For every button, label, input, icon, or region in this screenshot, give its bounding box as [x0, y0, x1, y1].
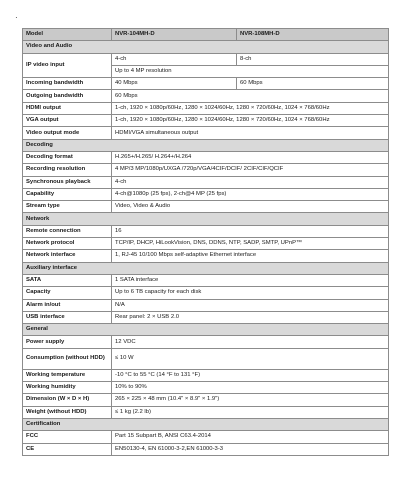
section-decoding: Decoding — [23, 139, 389, 151]
cell-value: 1 SATA interface — [112, 274, 389, 286]
cell-value: TCP/IP, DHCP, HiLookVision, DNS, DDNS, NTP, SADP, SMTP, UPnP™ — [112, 238, 389, 250]
cell-value: Part 15 Subpart B, ANSI C63.4-2014 — [112, 431, 389, 443]
row-label: Network protocol — [23, 238, 112, 250]
table-row — [23, 348, 389, 369]
cell-value: 4 MP/3 MP/1080p/UXGA /720p/VGA/4CIF/DCIF/ 2CIF/CIF/QCIF — [112, 164, 389, 176]
table-row — [23, 78, 389, 90]
section-row — [23, 41, 389, 53]
spec-table — [22, 28, 389, 456]
row-label: USB interface — [23, 311, 112, 323]
row-label: Power supply — [23, 336, 112, 348]
cell-value: 60 Mbps — [237, 78, 389, 90]
table-row — [23, 394, 389, 406]
cell-value: Rear panel: 2 × USB 2.0 — [112, 311, 389, 323]
table-row — [23, 225, 389, 237]
cell-value: 1-ch, 1920 × 1080p/60Hz, 1280 × 1024/60Hz, 1280 × 720/60Hz, 1024 × 768/60Hz — [112, 102, 389, 114]
cell-value: 40 Mbps — [112, 78, 237, 90]
section-row — [23, 139, 389, 151]
cell-value: 8-ch — [237, 53, 389, 65]
row-label: Stream type — [23, 201, 112, 213]
cell-value: ≤ 10 W — [112, 348, 389, 369]
section-network: Network — [23, 213, 389, 225]
row-label: Decoding format — [23, 151, 112, 163]
cell-value: Up to 4 MP resolution — [112, 65, 389, 77]
section-row — [23, 213, 389, 225]
cell-value: -10 °C to 55 °C (14 °F to 131 °F) — [112, 369, 389, 381]
cell-value: 4-ch — [112, 53, 237, 65]
table-row — [23, 250, 389, 262]
cell-value: ≤ 1 kg (2.2 lb) — [112, 406, 389, 418]
bullet-mark: · — [15, 13, 18, 22]
table-row — [23, 176, 389, 188]
row-label: HDMI output — [23, 102, 112, 114]
cell-value: H.265+/H.265/ H.264+/H.264 — [112, 151, 389, 163]
cell-value: Video, Video & Audio — [112, 201, 389, 213]
row-label: Remote connection — [23, 225, 112, 237]
section-row — [23, 418, 389, 430]
row-label: FCC — [23, 431, 112, 443]
row-label: Recording resolution — [23, 164, 112, 176]
table-row — [23, 311, 389, 323]
row-label: Capability — [23, 188, 112, 200]
table-row — [23, 299, 389, 311]
cell-value: 4-ch@1080p (25 fps), 2-ch@4 MP (25 fps) — [112, 188, 389, 200]
row-label: Capacity — [23, 287, 112, 299]
cell-value: 12 VDC — [112, 336, 389, 348]
row-label: IP video input — [23, 53, 112, 78]
section-general: General — [23, 324, 389, 336]
cell-value: Up to 6 TB capacity for each disk — [112, 287, 389, 299]
table-row — [23, 102, 389, 114]
header-nvr-104: NVR-104MH-D — [112, 29, 237, 41]
table-row — [23, 287, 389, 299]
cell-value: N/A — [112, 299, 389, 311]
header-model: Model — [23, 29, 112, 41]
row-label: CE — [23, 443, 112, 455]
row-label: VGA output — [23, 115, 112, 127]
cell-value: 265 × 225 × 48 mm (10.4" × 8.9" × 1.9") — [112, 394, 389, 406]
table-row — [23, 406, 389, 418]
table-row — [23, 238, 389, 250]
row-label: Weight (without HDD) — [23, 406, 112, 418]
section-row — [23, 324, 389, 336]
section-row — [23, 262, 389, 274]
row-label: Working temperature — [23, 369, 112, 381]
table-row — [23, 274, 389, 286]
cell-value: HDMI/VGA simultaneous output — [112, 127, 389, 139]
cell-value: 4-ch — [112, 176, 389, 188]
table-row — [23, 369, 389, 381]
table-row — [23, 127, 389, 139]
row-label: Working humidity — [23, 382, 112, 394]
section-certification: Certification — [23, 418, 389, 430]
table-row — [23, 443, 389, 455]
table-row — [23, 115, 389, 127]
table-row — [23, 201, 389, 213]
row-label: Dimension (W × D × H) — [23, 394, 112, 406]
table-row — [23, 336, 389, 348]
row-label: Alarm in/out — [23, 299, 112, 311]
section-video-audio: Video and Audio — [23, 41, 389, 53]
table-row — [23, 90, 389, 102]
cell-value: 10% to 90% — [112, 382, 389, 394]
table-header-row — [23, 29, 389, 41]
table-row — [23, 164, 389, 176]
table-row — [23, 53, 389, 65]
cell-value: EN50130-4, EN 61000-3-2,EN 61000-3-3 — [112, 443, 389, 455]
row-label: Consumption (without HDD) — [23, 348, 112, 369]
table-row — [23, 431, 389, 443]
row-label: Synchronous playback — [23, 176, 112, 188]
row-label: Incoming bandwidth — [23, 78, 112, 90]
table-row — [23, 151, 389, 163]
table-row — [23, 188, 389, 200]
table-row — [23, 382, 389, 394]
row-label: SATA — [23, 274, 112, 286]
cell-value: 1-ch, 1920 × 1080p/60Hz, 1280 × 1024/60Hz, 1280 × 720/60Hz, 1024 × 768/60Hz — [112, 115, 389, 127]
cell-value: 16 — [112, 225, 389, 237]
cell-value: 1, RJ-45 10/100 Mbps self-adaptive Ethernet interface — [112, 250, 389, 262]
row-label: Video output mode — [23, 127, 112, 139]
section-auxiliary: Auxiliary interface — [23, 262, 389, 274]
header-nvr-108: NVR-108MH-D — [237, 29, 389, 41]
row-label: Outgoing bandwidth — [23, 90, 112, 102]
cell-value: 60 Mbps — [112, 90, 389, 102]
row-label: Network interface — [23, 250, 112, 262]
